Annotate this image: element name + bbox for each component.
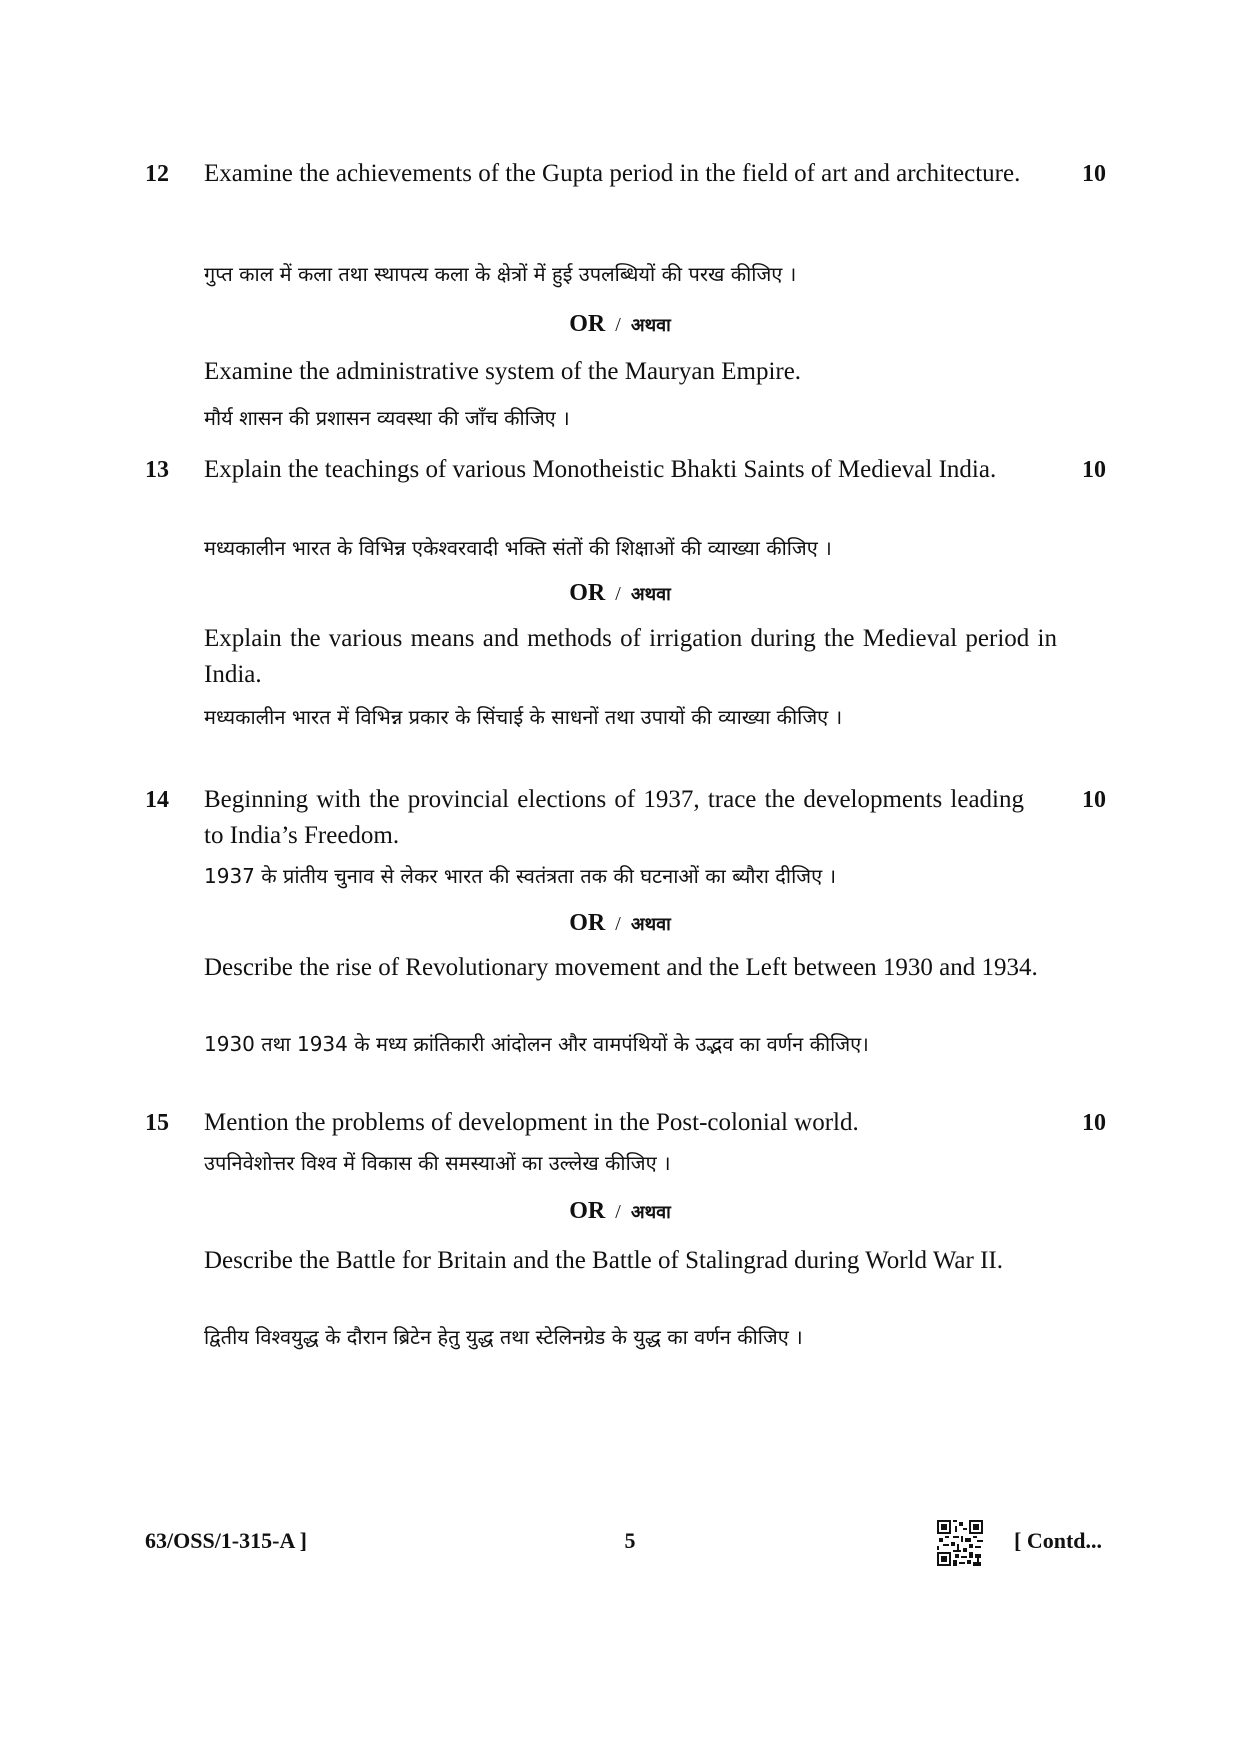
- or-label-en: OR: [569, 311, 606, 337]
- or-separator: [0, 308, 1240, 342]
- alternative-text-hi: मध्यकालीन भारत में विभिन्न प्रकार के सिंचाई के साधनों तथा उपायों की व्याख्या कीजिए ।: [204, 705, 843, 729]
- question-number: 13: [145, 457, 169, 483]
- or-label-hi: अथवा: [630, 1202, 671, 1223]
- question-text-en: Examine the achievements of the Gupta period in the field of art and architecture.: [204, 160, 1021, 187]
- question-marks: 10: [1082, 1110, 1106, 1136]
- or-label-hi: अथवा: [630, 584, 671, 605]
- qr-code-icon: [937, 1520, 983, 1566]
- alternative-text-hi: मौर्य शासन की प्रशासन व्यवस्था की जाँच कीजिए ।: [204, 406, 570, 430]
- or-slash: /: [615, 314, 621, 336]
- question-marks: 10: [1082, 787, 1106, 813]
- alternative-text-en: Examine the administrative system of the Mauryan Empire.: [204, 358, 802, 385]
- question-marks: 10: [1082, 457, 1106, 483]
- or-separator: [0, 907, 1240, 941]
- alternative-text-en: Explain the various means and methods of irrigation during the Medieval period in India.: [204, 625, 1057, 688]
- or-label-en: OR: [569, 1198, 606, 1224]
- alternative-text-en: Describe the rise of Revolutionary movement and the Left between 1930 and 1934.: [204, 954, 1038, 981]
- or-slash: /: [615, 1201, 621, 1223]
- alternative-text-hi: 1930 तथा 1934 के मध्य क्रांतिकारी आंदोलन और वामपंथियों के उद्भव का वर्णन कीजिए।: [204, 1032, 869, 1056]
- question-marks: 10: [1082, 161, 1106, 187]
- question-number: 14: [145, 787, 169, 813]
- question-text-hi: 1937 के प्रांतीय चुनाव से लेकर भारत की स्वतंत्रता तक की घटनाओं का ब्यौरा दीजिए ।: [204, 864, 837, 888]
- question-number: 12: [145, 161, 169, 187]
- question-text-en: Beginning with the provincial elections of 1937, trace the developments leading to India’s Freedom.: [204, 786, 1024, 849]
- question-text-hi: उपनिवेशोत्तर विश्व में विकास की समस्याओं का उल्लेख कीजिए ।: [204, 1151, 671, 1175]
- or-label-hi: अथवा: [630, 914, 671, 935]
- question-text-en: Explain the teachings of various Monotheistic Bhakti Saints of Medieval India.: [204, 456, 997, 483]
- page-number: 5: [624, 1528, 636, 1553]
- page-footer: [0, 1520, 1240, 1570]
- or-slash: /: [615, 583, 621, 605]
- alternative-text-hi: द्वितीय विश्वयुद्ध के दौरान ब्रिटेन हेतु युद्ध तथा स्टेलिनग्रेड के युद्ध का वर्णन कीजिए ।: [204, 1325, 803, 1349]
- question-text-hi: गुप्त काल में कला तथा स्थापत्य कला के क्षेत्रों में हुई उपलब्धियों की परख कीजिए ।: [204, 262, 797, 286]
- or-slash: /: [615, 913, 621, 935]
- or-label-hi: अथवा: [630, 315, 671, 336]
- paper-code: 63/OSS/1-315-A ]: [145, 1528, 307, 1553]
- question-number: 15: [145, 1110, 169, 1136]
- question-text-hi: मध्यकालीन भारत के विभिन्न एकेश्वरवादी भक्ति संतों की शिक्षाओं की व्याख्या कीजिए ।: [204, 536, 832, 560]
- alternative-text-en: Describe the Battle for Britain and the Battle of Stalingrad during World War II.: [204, 1247, 1003, 1274]
- or-label-en: OR: [569, 580, 606, 606]
- or-label-en: OR: [569, 910, 606, 936]
- or-separator: [0, 577, 1240, 611]
- question-text-en: Mention the problems of development in the Post-colonial world.: [204, 1109, 859, 1136]
- continued-label: [ Contd...: [1014, 1528, 1103, 1553]
- or-separator: [0, 1195, 1240, 1229]
